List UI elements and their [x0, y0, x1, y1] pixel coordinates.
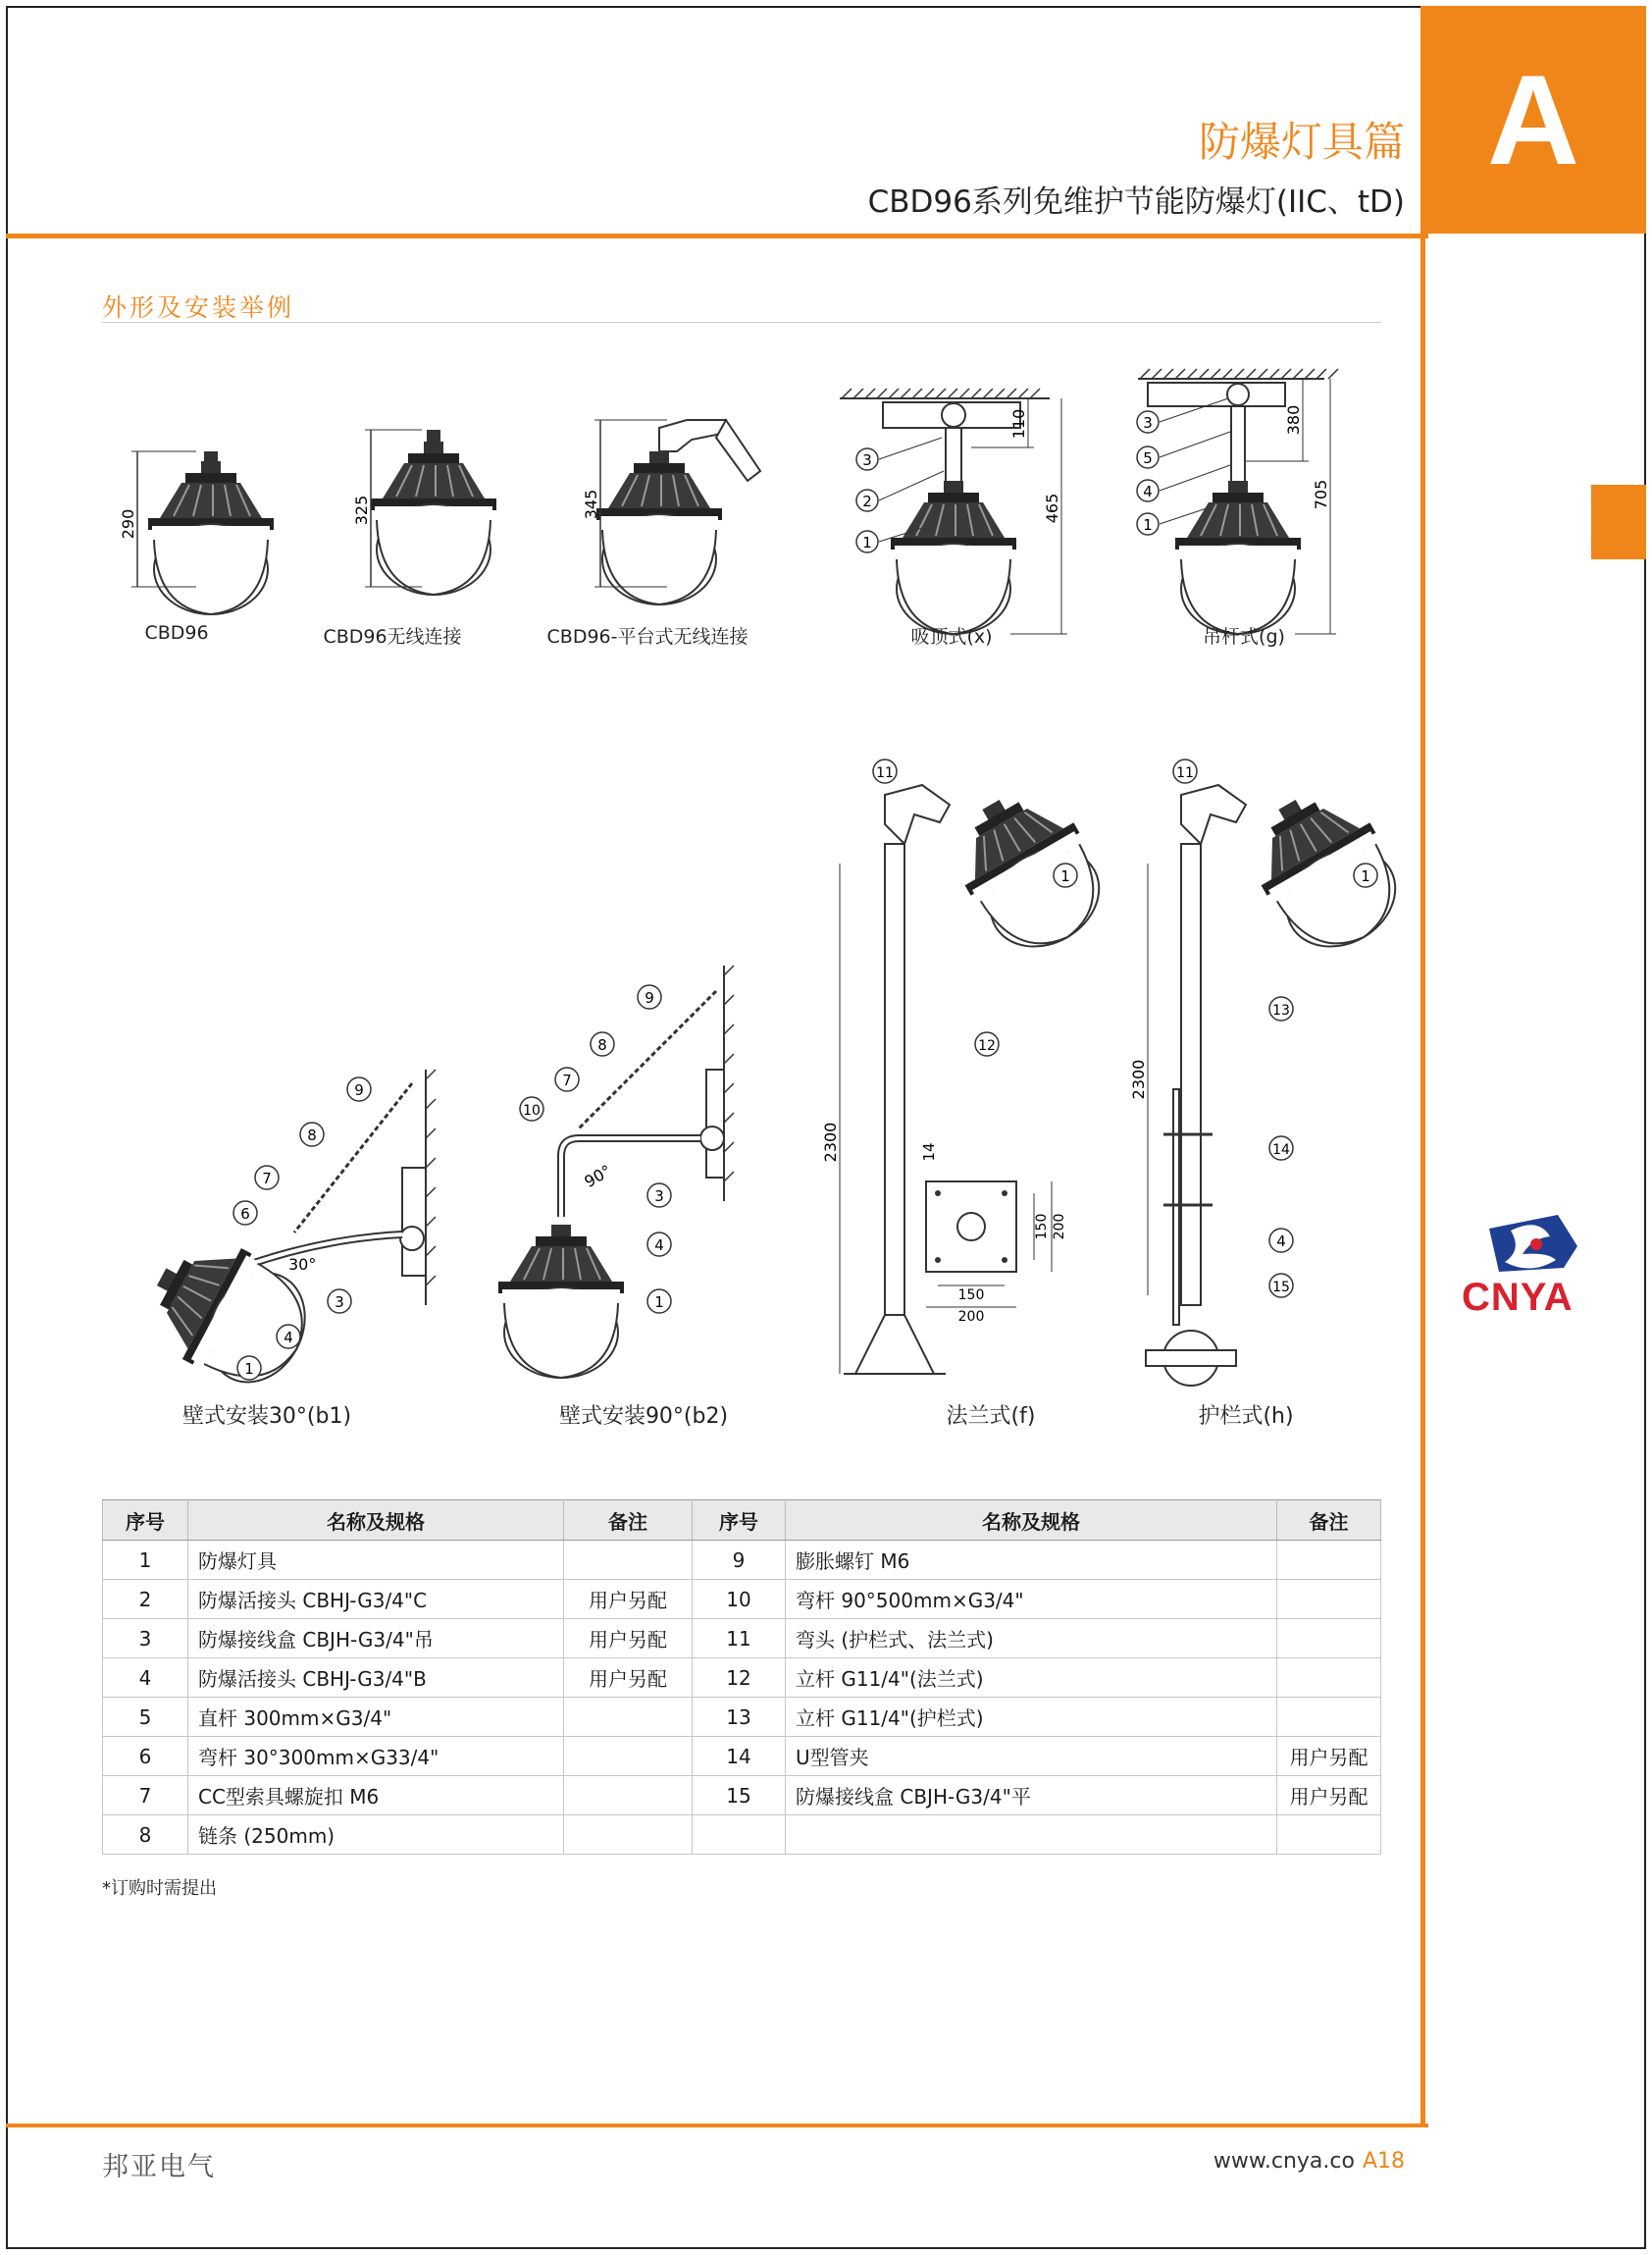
row-note: 用户另配 — [1277, 1737, 1381, 1776]
row-note — [564, 1541, 693, 1580]
callout-9: 9 — [645, 989, 654, 1007]
row-no — [693, 1815, 786, 1855]
table-row — [103, 1658, 1381, 1698]
row-name: 弯杆 30°300mm×G33/4" — [188, 1737, 564, 1776]
callout-11: 11 — [876, 765, 894, 781]
callout-3: 3 — [862, 451, 872, 469]
row-name: 弯杆 90°500mm×G3/4" — [786, 1580, 1277, 1619]
table-row — [103, 1737, 1381, 1776]
row-note: 用户另配 — [564, 1580, 693, 1619]
table-row — [103, 1619, 1381, 1658]
row-note — [564, 1698, 693, 1737]
dim-150a: 150 — [1034, 1213, 1050, 1240]
row-name — [786, 1815, 1277, 1855]
lamp-ceiling — [840, 389, 1067, 634]
callout-10: 10 — [523, 1103, 541, 1119]
row-no: 8 — [103, 1815, 188, 1855]
row-no: 14 — [693, 1737, 786, 1776]
callout-7: 7 — [562, 1072, 572, 1089]
row-no: 9 — [693, 1541, 786, 1580]
row-no: 15 — [693, 1776, 786, 1815]
col-no-1: 序号 — [103, 1500, 188, 1541]
row-name: 直杆 300mm×G3/4" — [188, 1698, 564, 1737]
callout-4: 4 — [284, 1329, 293, 1346]
callout-12: 12 — [978, 1038, 996, 1054]
row-no: 3 — [103, 1619, 188, 1658]
row-name: 防爆灯具 — [188, 1541, 564, 1580]
callout-8: 8 — [597, 1036, 607, 1054]
dim-14: 14 — [920, 1142, 938, 1162]
callout-5: 5 — [1143, 449, 1153, 467]
footer-info — [1213, 2149, 1405, 2174]
row-no: 13 — [693, 1698, 786, 1737]
caption-ceiling: 吸顶式(x) — [910, 626, 993, 648]
dim-345: 345 — [582, 489, 600, 520]
dim-2300a: 2300 — [821, 1122, 840, 1163]
col-no-2: 序号 — [693, 1500, 786, 1541]
row-note — [1277, 1619, 1381, 1658]
dim-200a: 200 — [1052, 1213, 1067, 1240]
lamp-wall-90 — [498, 966, 734, 1378]
caption-platform: CBD96-平台式无线连接 — [546, 626, 749, 648]
cnya-logo-text: CNYA — [1462, 1276, 1574, 1319]
caption-flange: 法兰式(f) — [946, 1404, 1036, 1429]
table-row — [103, 1541, 1381, 1580]
dim-150b: 150 — [957, 1287, 985, 1303]
table-row — [103, 1698, 1381, 1737]
callout-3: 3 — [335, 1293, 344, 1311]
dim-2300b: 2300 — [1129, 1059, 1148, 1100]
callout-4: 4 — [654, 1236, 664, 1254]
callout-9: 9 — [354, 1081, 364, 1099]
lamp-cbd96-wireless — [352, 430, 496, 595]
lamp-pendant — [1137, 369, 1338, 634]
callout-1: 1 — [1060, 867, 1070, 885]
footer-orange-rule — [6, 2124, 1428, 2127]
row-note — [1277, 1580, 1381, 1619]
caption-wall90: 壁式安装90°(b2) — [558, 1404, 729, 1429]
lamp-flange — [821, 760, 1121, 1374]
callout-13: 13 — [1272, 1003, 1290, 1019]
callout-1: 1 — [862, 534, 872, 551]
col-name-2: 名称及规格 — [786, 1500, 1277, 1541]
row-no: 11 — [693, 1619, 786, 1658]
callout-1: 1 — [244, 1360, 254, 1378]
lamp-cbd96 — [119, 451, 274, 614]
dim-380: 380 — [1284, 404, 1303, 436]
row-name: 立杆 G11/4"(护栏式) — [786, 1698, 1277, 1737]
col-name-1: 名称及规格 — [188, 1500, 564, 1541]
row-name: 膨胀螺钉 M6 — [786, 1541, 1277, 1580]
row-no: 12 — [693, 1658, 786, 1698]
row-name: 防爆活接头 CBHJ-G3/4"B — [188, 1658, 564, 1698]
row-note: 用户另配 — [1277, 1776, 1381, 1815]
row-name: U型管夹 — [786, 1737, 1277, 1776]
table-row — [103, 1580, 1381, 1619]
lamp-wall-30 — [132, 1070, 436, 1404]
order-note: *订购时需提出 — [102, 1878, 217, 1899]
callout-1: 1 — [1361, 867, 1370, 885]
footer-company: 邦亚电气 — [102, 2152, 216, 2182]
row-no: 1 — [103, 1541, 188, 1580]
caption-cbd96: CBD96 — [144, 622, 209, 644]
row-no: 2 — [103, 1580, 188, 1619]
callout-4: 4 — [1276, 1232, 1286, 1250]
callout-15: 15 — [1272, 1280, 1290, 1295]
row-no: 7 — [103, 1776, 188, 1815]
footer-website[interactable]: www.cnya.co — [1213, 2149, 1355, 2174]
row-name: 弯头 (护栏式、法兰式) — [786, 1619, 1277, 1658]
row-name: 链条 (250mm) — [188, 1815, 564, 1855]
row-note: 用户另配 — [564, 1658, 693, 1698]
callout-6: 6 — [240, 1205, 250, 1223]
dim-200b: 200 — [957, 1309, 985, 1325]
caption-wireless: CBD96无线连接 — [323, 626, 462, 648]
dim-ang90: 90° — [581, 1161, 615, 1191]
callout-3: 3 — [1143, 414, 1153, 432]
callout-2: 2 — [862, 493, 872, 510]
dim-325: 325 — [352, 495, 371, 526]
col-note-2: 备注 — [1277, 1500, 1381, 1541]
dim-465: 465 — [1043, 493, 1061, 524]
callout-1: 1 — [654, 1293, 664, 1311]
dim-705: 705 — [1312, 479, 1330, 510]
row-note — [1277, 1658, 1381, 1698]
table-row — [103, 1776, 1381, 1815]
row-note — [1277, 1698, 1381, 1737]
chapter-letter: A — [1487, 48, 1579, 191]
callout-3: 3 — [654, 1187, 664, 1205]
section-title: 外形及安装举例 — [102, 293, 295, 322]
row-name: 防爆接线盒 CBJH-G3/4"吊 — [188, 1619, 564, 1658]
callout-14: 14 — [1272, 1142, 1290, 1158]
dim-290: 290 — [119, 508, 137, 540]
row-note — [1277, 1541, 1381, 1580]
lamp-cbd96-platform — [582, 420, 760, 604]
callout-8: 8 — [307, 1127, 317, 1144]
lamp-rail — [1129, 760, 1418, 1386]
row-no: 4 — [103, 1658, 188, 1698]
row-name: 防爆活接头 CBHJ-G3/4"C — [188, 1580, 564, 1619]
row-note — [564, 1776, 693, 1815]
row-note — [564, 1815, 693, 1855]
row-note — [1277, 1815, 1381, 1855]
row-no: 6 — [103, 1737, 188, 1776]
dim-110: 110 — [1009, 408, 1028, 440]
page-number: A18 — [1362, 2149, 1405, 2174]
parts-table — [102, 1499, 1381, 1855]
caption-wall30: 壁式安装30°(b1) — [181, 1404, 352, 1429]
product-title: CBD96系列免维护节能防爆灯(IIC、tD) — [867, 184, 1405, 220]
row-no: 5 — [103, 1698, 188, 1737]
callout-1: 1 — [1143, 516, 1153, 534]
category-title: 防爆灯具篇 — [1198, 118, 1405, 166]
col-note-1: 备注 — [564, 1500, 693, 1541]
row-note: 用户另配 — [564, 1619, 693, 1658]
caption-rail: 护栏式(h) — [1198, 1404, 1294, 1429]
row-name: CC型索具螺旋扣 M6 — [188, 1776, 564, 1815]
callout-11: 11 — [1176, 765, 1194, 781]
dim-ang30: 30° — [288, 1255, 317, 1274]
row-name: 防爆接线盒 CBJH-G3/4"平 — [786, 1776, 1277, 1815]
caption-pendant: 吊杆式(g) — [1203, 626, 1285, 648]
callout-4: 4 — [1143, 483, 1153, 500]
row-name: 立杆 G11/4"(法兰式) — [786, 1658, 1277, 1698]
row-no: 10 — [693, 1580, 786, 1619]
callout-7: 7 — [262, 1170, 272, 1187]
table-row — [103, 1815, 1381, 1855]
row-note — [564, 1737, 693, 1776]
table-header-row — [103, 1500, 1381, 1541]
